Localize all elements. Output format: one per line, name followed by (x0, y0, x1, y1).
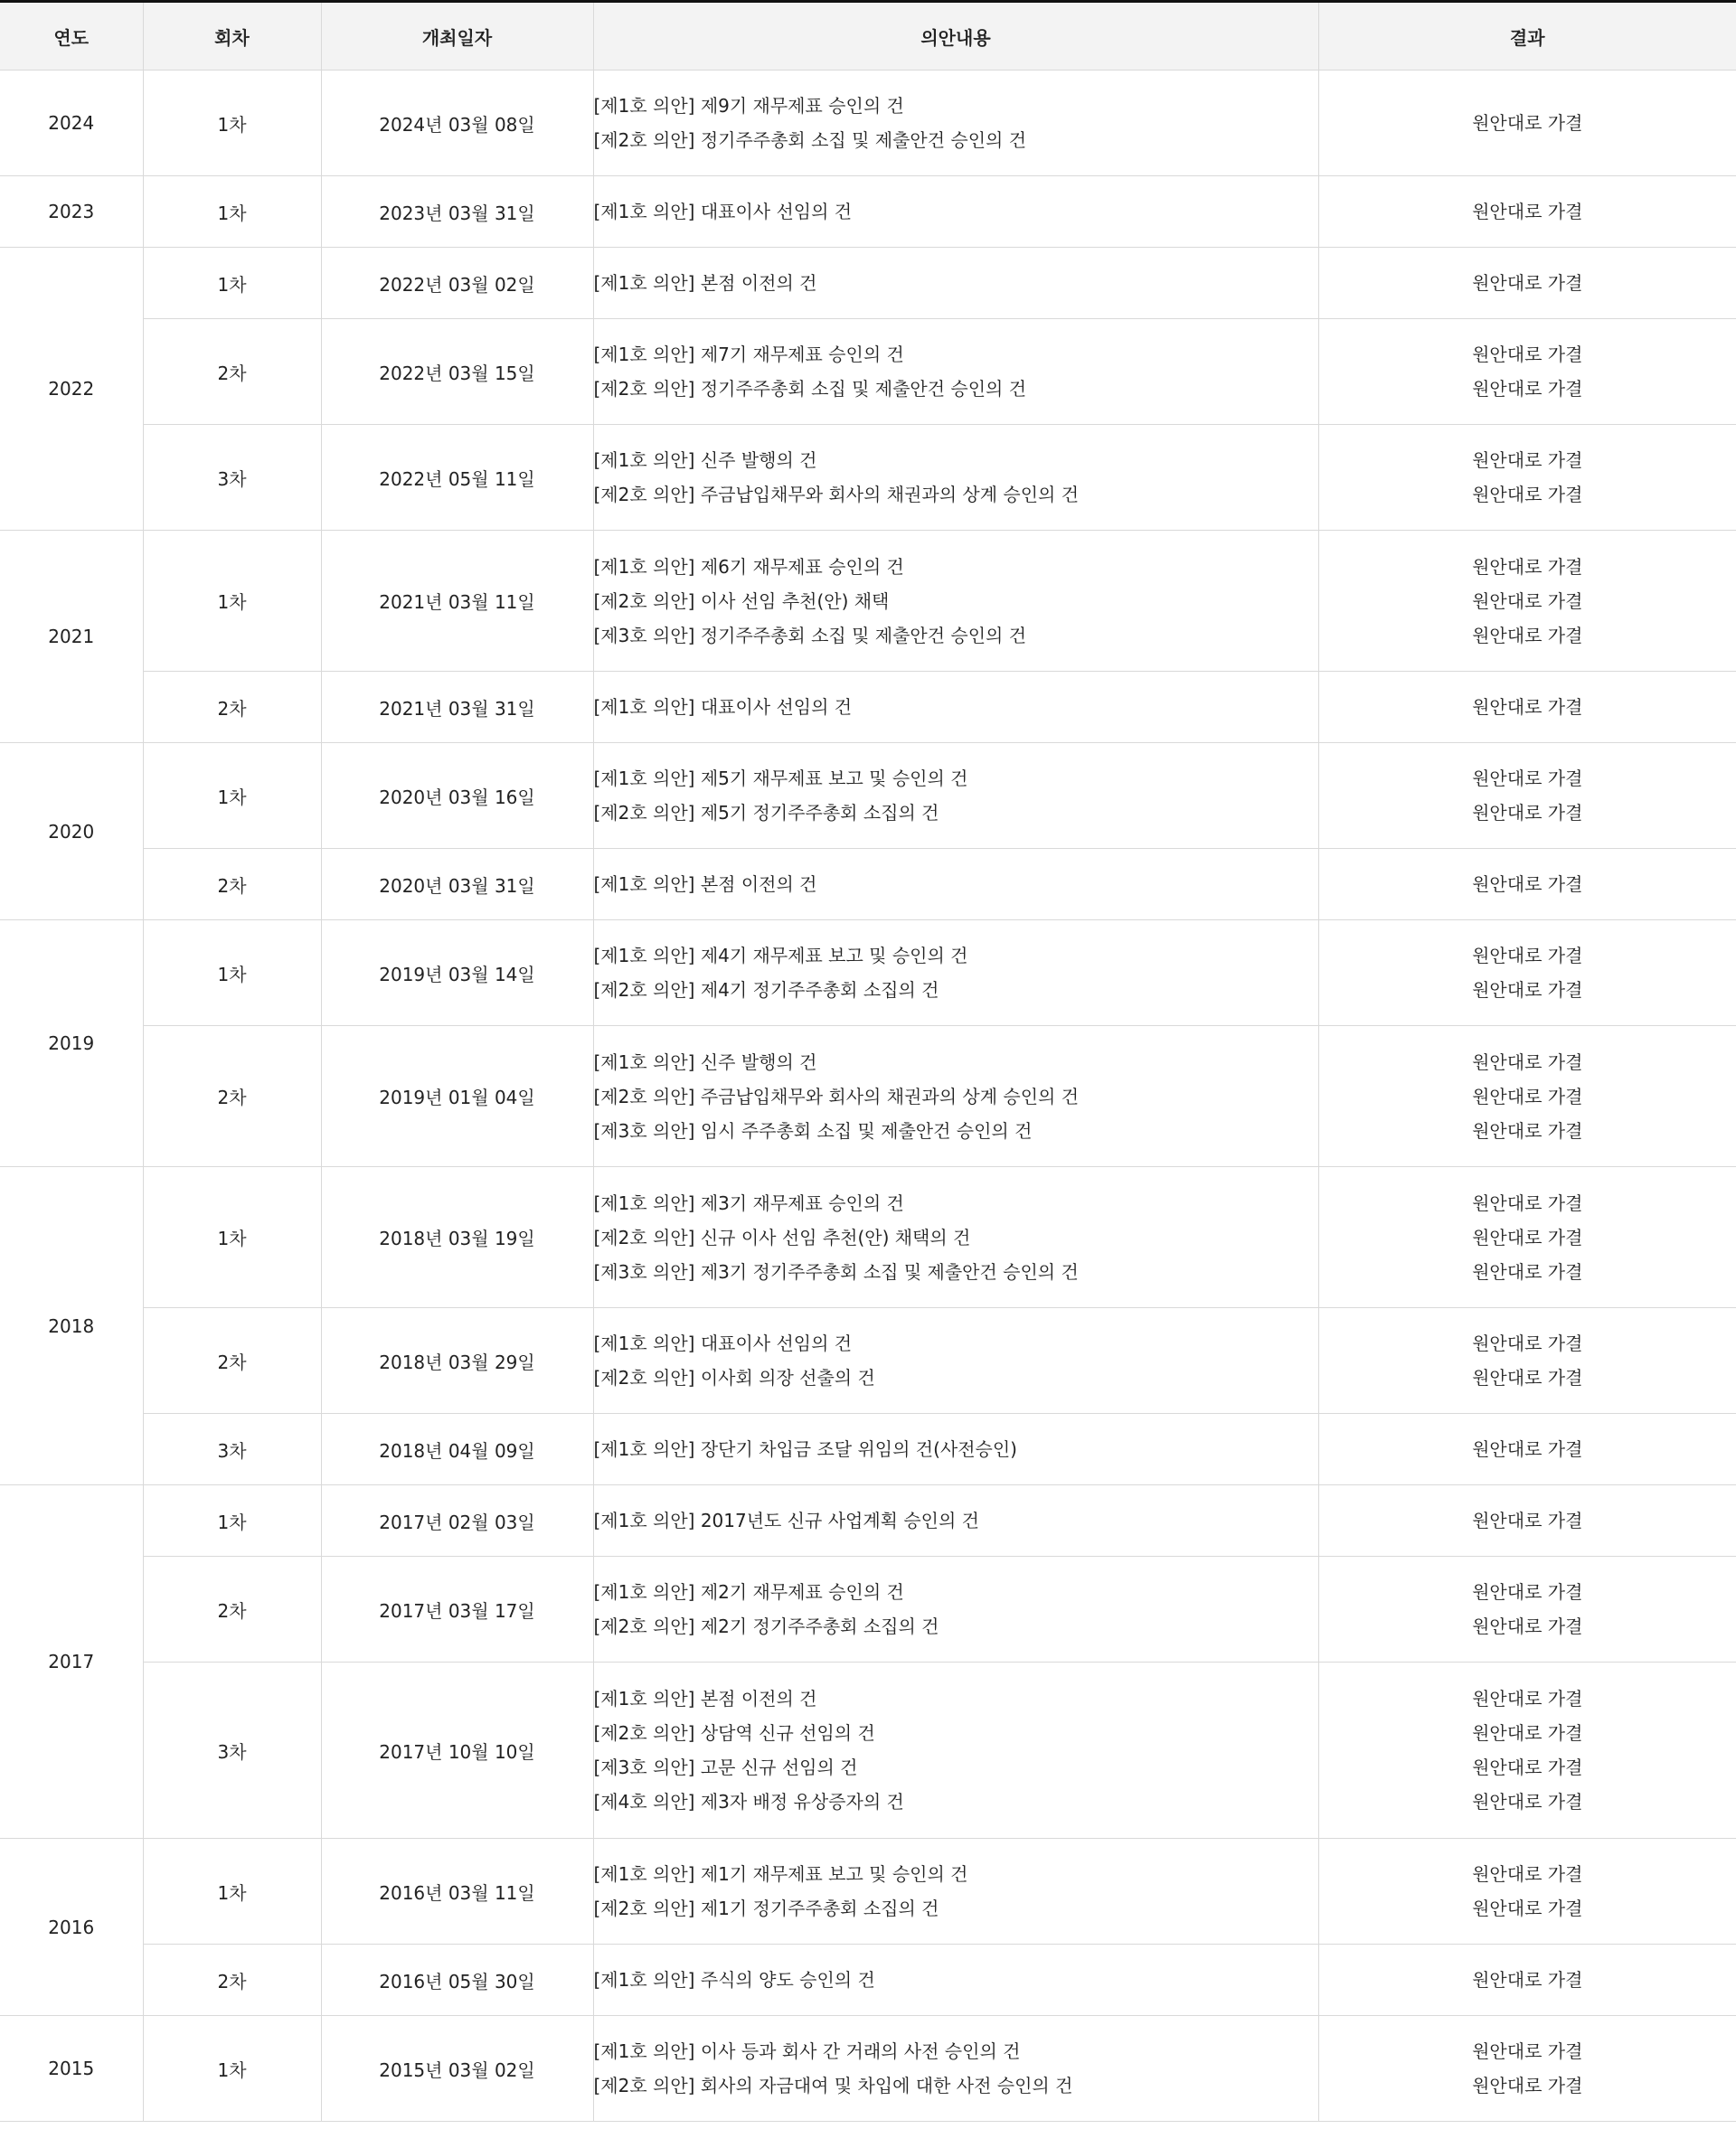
round-cell: 3차 (143, 1414, 321, 1485)
round-cell: 2차 (143, 672, 321, 743)
agenda-item: [제1호 의안] 제2기 재무제표 승인의 건 (593, 1581, 904, 1603)
result-item: 원안대로 가결 (1472, 802, 1583, 824)
result-item: 원안대로 가결 (1472, 1863, 1583, 1885)
year-cell: 2017 (0, 1485, 143, 1839)
table-row (0, 1663, 1736, 1839)
agenda-item: [제1호 의안] 제6기 재무제표 승인의 건 (593, 555, 904, 578)
round-cell: 2차 (143, 319, 321, 425)
result-cell (1318, 248, 1736, 319)
agenda-item: [제2호 의안] 제4기 정기주주총회 소집의 건 (593, 979, 939, 1001)
table-header (0, 2, 1736, 71)
date-cell: 2021년 03월 11일 (321, 531, 593, 672)
agenda-item: [제1호 의안] 이사 등과 회사 간 거래의 사전 승인의 건 (593, 2040, 1021, 2062)
date-cell: 2020년 03월 31일 (321, 849, 593, 920)
agenda-item: [제2호 의안] 제1기 정기주주총회 소집의 건 (593, 1898, 939, 1919)
agenda-cell (593, 1557, 1318, 1663)
result-cell (1318, 1557, 1736, 1663)
result-item: 원안대로 가결 (1472, 1616, 1583, 1637)
agenda-item: [제1호 의안] 제7기 재무제표 승인의 건 (593, 344, 904, 365)
agenda-item: [제1호 의안] 주식의 양도 승인의 건 (593, 1969, 875, 1991)
date-cell: 2022년 03월 02일 (321, 248, 593, 319)
year-cell: 2019 (0, 920, 143, 1167)
date-cell: 2017년 10월 10일 (321, 1663, 593, 1839)
result-item: 원안대로 가결 (1472, 768, 1583, 789)
agenda-cell (593, 743, 1318, 849)
date-cell: 2015년 03월 02일 (321, 2016, 593, 2122)
table-row (0, 1485, 1736, 1557)
result-item: 원안대로 가결 (1472, 344, 1583, 365)
agenda-cell (593, 1839, 1318, 1945)
result-cell (1318, 319, 1736, 425)
result-item: 원안대로 가결 (1472, 2040, 1583, 2062)
result-cell (1318, 425, 1736, 531)
agenda-cell (593, 248, 1318, 319)
round-cell: 1차 (143, 920, 321, 1026)
header-year: 연도 (0, 2, 143, 71)
table-row (0, 1557, 1736, 1663)
agenda-item: [제1호 의안] 대표이사 선임의 건 (593, 1333, 853, 1354)
table-row (0, 743, 1736, 849)
date-cell: 2021년 03월 31일 (321, 672, 593, 743)
agenda-item: [제2호 의안] 제2기 정기주주총회 소집의 건 (593, 1616, 939, 1637)
agenda-item: [제2호 의안] 이사 선임 추천(안) 채택 (593, 589, 890, 612)
agenda-item: [제1호 의안] 제4기 재무제표 보고 및 승인의 건 (593, 945, 968, 966)
agenda-item: [제1호 의안] 신주 발행의 건 (593, 1050, 817, 1073)
result-item: 원안대로 가결 (1472, 1581, 1583, 1603)
result-item: 원안대로 가결 (1472, 1085, 1583, 1107)
year-cell: 2023 (0, 176, 143, 248)
date-cell: 2018년 03월 19일 (321, 1167, 593, 1308)
round-cell: 2차 (143, 849, 321, 920)
year-cell: 2024 (0, 71, 143, 176)
agenda-cell (593, 1414, 1318, 1485)
agenda-item: [제2호 의안] 이사회 의장 선출의 건 (593, 1367, 875, 1389)
result-item: 원안대로 가결 (1472, 378, 1583, 400)
round-cell: 1차 (143, 1485, 321, 1557)
table-row (0, 425, 1736, 531)
table-row (0, 1414, 1736, 1485)
agenda-cell (593, 71, 1318, 176)
table-row (0, 1945, 1736, 2016)
result-item: 원안대로 가결 (1472, 945, 1583, 966)
date-cell: 2022년 05월 11일 (321, 425, 593, 531)
agenda-item: [제1호 의안] 제3기 재무제표 승인의 건 (593, 1192, 904, 1214)
agenda-item: [제2호 의안] 주금납입채무와 회사의 채권과의 상계 승인의 건 (593, 484, 1080, 505)
result-cell (1318, 2016, 1736, 2122)
result-cell (1318, 1026, 1736, 1167)
round-cell: 1차 (143, 1839, 321, 1945)
agenda-cell (593, 1663, 1318, 1839)
agenda-item: [제2호 의안] 정기주주총회 소집 및 제출안건 승인의 건 (593, 129, 1027, 151)
round-cell: 3차 (143, 1663, 321, 1839)
agenda-item: [제1호 의안] 제1기 재무제표 보고 및 승인의 건 (593, 1863, 968, 1885)
agenda-item: [제2호 의안] 제5기 정기주주총회 소집의 건 (593, 802, 939, 824)
agenda-item: [제1호 의안] 본점 이전의 건 (593, 272, 817, 294)
round-cell: 1차 (143, 248, 321, 319)
agenda-item: [제2호 의안] 주금납입채무와 회사의 채권과의 상계 승인의 건 (593, 1085, 1080, 1107)
round-cell: 2차 (143, 1945, 321, 2016)
round-cell: 1차 (143, 71, 321, 176)
result-item: 원안대로 가결 (1472, 1688, 1583, 1710)
date-cell: 2022년 03월 15일 (321, 319, 593, 425)
round-cell: 2차 (143, 1308, 321, 1414)
table-row (0, 1026, 1736, 1167)
result-item: 원안대로 가결 (1472, 201, 1583, 222)
agenda-cell (593, 1026, 1318, 1167)
agenda-item: [제1호 의안] 신주 발행의 건 (593, 449, 817, 471)
agenda-item: [제4호 의안] 제3자 배정 유상증자의 건 (593, 1791, 904, 1813)
result-cell (1318, 1167, 1736, 1308)
header-row (0, 2, 1736, 71)
table-row (0, 2016, 1736, 2122)
agenda-cell (593, 2016, 1318, 2122)
header-round: 회차 (143, 2, 321, 71)
year-cell: 2018 (0, 1167, 143, 1485)
table-row (0, 1839, 1736, 1945)
agenda-item: [제1호 의안] 본점 이전의 건 (593, 873, 817, 895)
round-cell: 2차 (143, 1026, 321, 1167)
result-cell (1318, 920, 1736, 1026)
agenda-item: [제1호 의안] 본점 이전의 건 (593, 1688, 817, 1710)
date-cell: 2019년 01월 04일 (321, 1026, 593, 1167)
result-cell (1318, 849, 1736, 920)
agenda-cell (593, 672, 1318, 743)
result-cell (1318, 1308, 1736, 1414)
agenda-item: [제2호 의안] 정기주주총회 소집 및 제출안건 승인의 건 (593, 378, 1027, 400)
result-cell (1318, 531, 1736, 672)
date-cell: 2017년 02월 03일 (321, 1485, 593, 1557)
date-cell: 2020년 03월 16일 (321, 743, 593, 849)
date-cell: 2023년 03월 31일 (321, 176, 593, 248)
result-item: 원안대로 가결 (1472, 1119, 1583, 1142)
agenda-item: [제1호 의안] 2017년도 신규 사업계획 승인의 건 (593, 1510, 979, 1531)
agenda-item: [제1호 의안] 제5기 재무제표 보고 및 승인의 건 (593, 768, 968, 789)
agenda-item: [제1호 의안] 대표이사 선임의 건 (593, 696, 853, 718)
result-cell (1318, 743, 1736, 849)
result-item: 원안대로 가결 (1472, 1260, 1583, 1283)
table-row (0, 920, 1736, 1026)
round-cell: 1차 (143, 2016, 321, 2122)
agenda-cell (593, 1485, 1318, 1557)
result-item: 원안대로 가결 (1472, 1226, 1583, 1248)
date-cell: 2018년 04월 09일 (321, 1414, 593, 1485)
table-row (0, 672, 1736, 743)
result-item: 원안대로 가결 (1472, 979, 1583, 1001)
date-cell: 2024년 03월 08일 (321, 71, 593, 176)
agenda-cell (593, 920, 1318, 1026)
agenda-cell (593, 425, 1318, 531)
result-item: 원안대로 가결 (1472, 112, 1583, 134)
result-item: 원안대로 가결 (1472, 1333, 1583, 1354)
table-row (0, 71, 1736, 176)
result-item: 원안대로 가결 (1472, 696, 1583, 718)
result-item: 원안대로 가결 (1472, 484, 1583, 505)
round-cell: 1차 (143, 176, 321, 248)
result-cell (1318, 1485, 1736, 1557)
result-item: 원안대로 가결 (1472, 589, 1583, 612)
round-cell: 1차 (143, 1167, 321, 1308)
result-cell (1318, 1663, 1736, 1839)
result-cell (1318, 1414, 1736, 1485)
result-item: 원안대로 가결 (1472, 449, 1583, 471)
result-item: 원안대로 가결 (1472, 272, 1583, 294)
result-cell (1318, 71, 1736, 176)
header-date: 개최일자 (321, 2, 593, 71)
round-cell: 2차 (143, 1557, 321, 1663)
agenda-cell (593, 1308, 1318, 1414)
round-cell: 3차 (143, 425, 321, 531)
header-result: 결과 (1318, 2, 1736, 71)
agenda-item: [제2호 의안] 신규 이사 선임 추천(안) 채택의 건 (593, 1226, 971, 1248)
agenda-cell (593, 319, 1318, 425)
date-cell: 2016년 05월 30일 (321, 1945, 593, 2016)
date-cell: 2019년 03월 14일 (321, 920, 593, 1026)
date-cell: 2018년 03월 29일 (321, 1308, 593, 1414)
result-item: 원안대로 가결 (1472, 1791, 1583, 1813)
result-item: 원안대로 가결 (1472, 2075, 1583, 2096)
agenda-item: [제1호 의안] 장단기 차입금 조달 위임의 건(사전승인) (593, 1438, 1017, 1460)
table-row (0, 248, 1736, 319)
agenda-item: [제1호 의안] 대표이사 선임의 건 (593, 201, 853, 222)
result-item: 원안대로 가결 (1472, 1722, 1583, 1744)
year-cell: 2021 (0, 531, 143, 743)
result-item: 원안대로 가결 (1472, 1438, 1583, 1460)
year-cell: 2015 (0, 2016, 143, 2122)
table-row (0, 849, 1736, 920)
round-cell: 1차 (143, 743, 321, 849)
table-row (0, 531, 1736, 672)
table-row (0, 1167, 1736, 1308)
result-cell (1318, 1945, 1736, 2016)
result-item: 원안대로 가결 (1472, 1192, 1583, 1214)
agenda-cell (593, 176, 1318, 248)
agenda-item: [제3호 의안] 임시 주주총회 소집 및 제출안건 승인의 건 (593, 1119, 1033, 1142)
agenda-cell (593, 1167, 1318, 1308)
table-row (0, 176, 1736, 248)
round-cell: 1차 (143, 531, 321, 672)
result-item: 원안대로 가결 (1472, 1510, 1583, 1531)
year-cell: 2022 (0, 248, 143, 531)
agenda-item: [제3호 의안] 정기주주총회 소집 및 제출안건 승인의 건 (593, 624, 1027, 646)
table-row (0, 319, 1736, 425)
agenda-item: [제1호 의안] 제9기 재무제표 승인의 건 (593, 95, 904, 117)
agenda-item: [제3호 의안] 제3기 정기주주총회 소집 및 제출안건 승인의 건 (593, 1260, 1079, 1283)
table-row (0, 1308, 1736, 1414)
result-item: 원안대로 가결 (1472, 555, 1583, 578)
result-item: 원안대로 가결 (1472, 1898, 1583, 1919)
year-cell: 2020 (0, 743, 143, 920)
agenda-cell (593, 1945, 1318, 2016)
agenda-item: [제3호 의안] 고문 신규 선임의 건 (593, 1757, 858, 1778)
agenda-item: [제2호 의안] 회사의 자금대여 및 차입에 대한 사전 승인의 건 (593, 2075, 1073, 2096)
date-cell: 2017년 03월 17일 (321, 1557, 593, 1663)
table-body (0, 71, 1736, 2122)
result-item: 원안대로 가결 (1472, 624, 1583, 646)
result-cell (1318, 672, 1736, 743)
agenda-cell (593, 531, 1318, 672)
result-cell (1318, 1839, 1736, 1945)
header-agenda: 의안내용 (593, 2, 1318, 71)
result-item: 원안대로 가결 (1472, 1050, 1583, 1073)
result-item: 원안대로 가결 (1472, 1969, 1583, 1991)
agenda-cell (593, 849, 1318, 920)
date-cell: 2016년 03월 11일 (321, 1839, 593, 1945)
result-item: 원안대로 가결 (1472, 1757, 1583, 1778)
agenda-item: [제2호 의안] 상담역 신규 선임의 건 (593, 1722, 875, 1744)
result-item: 원안대로 가결 (1472, 1367, 1583, 1389)
result-cell (1318, 176, 1736, 248)
year-cell: 2016 (0, 1839, 143, 2016)
result-item: 원안대로 가결 (1472, 873, 1583, 895)
